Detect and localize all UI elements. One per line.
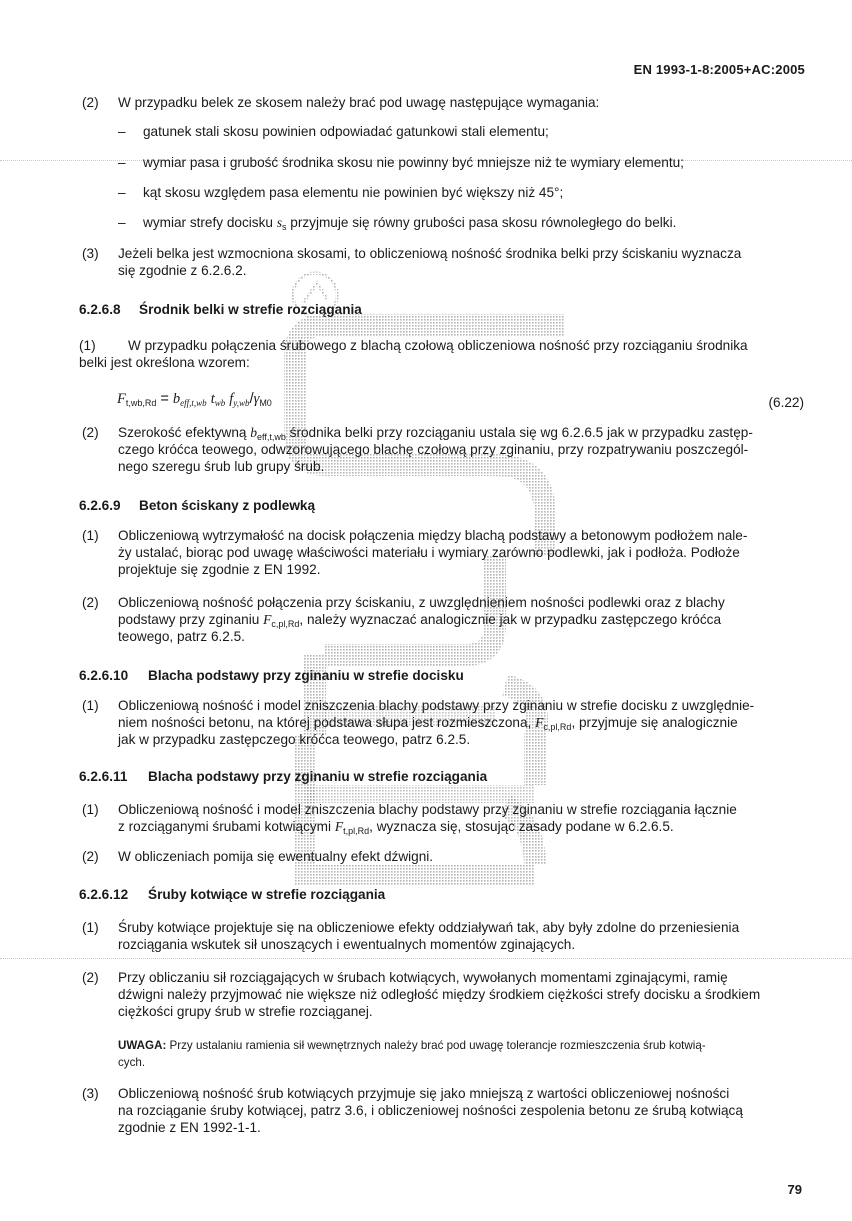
scan-artifact-line — [0, 958, 852, 959]
paragraph-line: Obliczeniową nośność i model zniszczenia blachy podstawy przy zginaniu w strefie rozciągania łącznie — [118, 802, 737, 817]
section-number: 6.2.6.12 — [79, 887, 129, 902]
section-heading — [79, 886, 385, 903]
page-number: 79 — [787, 1182, 802, 1197]
math-variable: s — [276, 215, 282, 230]
math-subscript: eff,t,wb — [180, 398, 207, 408]
paragraph-line: się zgodnie z 6.2.6.2. — [118, 263, 247, 278]
paragraph-line: czego króćca teowego, odwzorowującego blachę czołową przy zginaniu, przy rozpatrywaniu poszczegól- — [118, 442, 749, 457]
note-line: cych. — [118, 1056, 146, 1069]
math-subscript: wb — [214, 398, 226, 408]
paragraph-line: dźwigni należy przyjmować nie większe niż odległość między środkiem ciężkości strefy docisku a środkiem — [118, 987, 761, 1002]
math-variable: f — [229, 391, 234, 407]
clause-number: (3) — [82, 1086, 99, 1101]
math-subscript: t,wb,Rd — [125, 398, 157, 408]
text-fragment: z rozciąganymi śrubami kotwiącymi — [118, 819, 335, 834]
paragraph-line: Śruby kotwiące projektuje się na obliczeniowe efekty oddziaływań tak, aby były zdolne do przeniesienia — [118, 920, 740, 935]
text-fragment: wymiar strefy docisku — [143, 215, 277, 230]
math-variable: F — [263, 612, 272, 627]
paragraph-line: Przy obliczaniu sił rozciągających w śrubach kotwiących, wywołanych momentami zginającymi, ramię — [118, 970, 728, 985]
clause-number: (2) — [82, 849, 99, 864]
section-title: Beton ściskany z podlewką — [139, 498, 316, 513]
paragraph-line: zgodnie z EN 1992-1-1. — [118, 1120, 261, 1135]
section-heading — [79, 768, 487, 785]
list-dash: – — [118, 124, 126, 139]
paragraph-line: ciężkości grupy śrub w strefie rozciąganej. — [118, 1004, 373, 1019]
math-subscript: s — [282, 222, 287, 232]
note-text: Przy ustalaniu ramienia sił wewnętrznych należy brać pod uwagę tolerancje rozmieszczenia śrub kotwią- — [166, 1039, 706, 1052]
math-variable: b — [250, 425, 258, 440]
section-heading — [79, 667, 464, 684]
section-number: 6.2.6.11 — [79, 769, 128, 784]
clause-number: (3) — [82, 246, 99, 261]
clause-number: (1) — [82, 920, 99, 935]
text-fragment: przyjmuje się równy grubości pasa skosu równoległego do belki. — [286, 215, 677, 230]
paragraph-line — [118, 818, 674, 840]
section-number: 6.2.6.8 — [79, 302, 121, 317]
math-operator: = — [156, 391, 173, 407]
clause-number: (2) — [82, 970, 99, 985]
section-title: Blacha podstawy przy zginaniu w strefie docisku — [148, 668, 464, 683]
paragraph-line: W przypadku połączenia śrubowego z blachą czołową obliczeniowa nośność przy rozciąganiu środnika — [128, 338, 748, 353]
paragraph-line: Obliczeniową nośność i model zniszczenia blachy podstawy przy zginaniu w strefie docisku z uwzględnie- — [118, 698, 755, 713]
clause-number: (1) — [82, 698, 99, 713]
math-variable: t — [210, 391, 215, 407]
math-variable: F — [535, 715, 544, 730]
paragraph-line: Obliczeniową wytrzymałość na docisk połączenia między blachą podstawy a betonowym podłożem nale- — [118, 528, 748, 543]
clause-number: (1) — [82, 802, 99, 817]
list-item: wymiar pasa i grubość środnika skosu nie powinny być mniejsze niż te wymiary elementu; — [143, 155, 684, 170]
text-fragment: niem nośności betonu, na której podstawa słupa jest rozmieszczona, — [118, 715, 536, 730]
text-fragment: środnika belki przy rozciąganiu ustala się wg 6.2.6.5 jak w przypadku zastęp- — [285, 425, 753, 440]
note-line — [118, 1037, 706, 1054]
math-subscript: eff,t,wb — [257, 432, 286, 442]
math-operator: / — [249, 391, 254, 407]
math-variable: γ — [253, 391, 260, 407]
text-fragment: , przyjmuje się analogicznie — [571, 715, 738, 730]
section-heading — [79, 497, 315, 514]
paragraph-line: jak w przypadku zastępczego króćca teowego, patrz 6.2.5. — [118, 732, 471, 747]
clause-number: (1) — [79, 338, 96, 353]
list-dash: – — [118, 155, 126, 170]
paragraph-line: Jeżeli belka jest wzmocniona skosami, to obliczeniową nośność środnika belki przy ściskaniu wyznacza — [118, 246, 742, 261]
clause-number: (1) — [82, 528, 99, 543]
section-title: Blacha podstawy przy zginaniu w strefie rozciągania — [148, 769, 488, 784]
paragraph-line: ży ustalać, biorąc pod uwagę właściwości materiału i wymiary zarówno podlewki, jak i podłoża. Podłoże — [118, 545, 740, 560]
section-number: 6.2.6.9 — [79, 498, 121, 513]
section-title: Środnik belki w strefie rozciągania — [139, 302, 362, 317]
math-subscript: c,pl,Rd — [271, 619, 300, 629]
paragraph-line: nego szeregu śrub lub grupy śrub. — [118, 459, 325, 474]
paragraph-line: Obliczeniową nośność połączenia przy ściskaniu, z uwzględnieniem nośności podlewki oraz z blachy — [118, 595, 725, 610]
paragraph-line: W obliczeniach pomija się ewentualny efekt dźwigni. — [118, 849, 434, 864]
math-subscript: y,wb — [233, 398, 250, 408]
list-item — [143, 214, 676, 236]
paragraph-line: rozciągania wskutek sił unoszących i ewentualnych momentów zginających. — [118, 937, 576, 952]
clause-number: (2) — [82, 425, 99, 440]
note-label: UWAGA: — [118, 1039, 167, 1052]
standard-code-header: EN 1993-1-8:2005+AC:2005 — [633, 62, 805, 77]
list-item: gatunek stali skosu powinien odpowiadać gatunkowi stali elementu; — [143, 124, 549, 139]
text-fragment: Szerokość efektywną — [118, 425, 251, 440]
equation-number: (6.22) — [768, 395, 804, 410]
math-subscript: t,pl,Rd — [343, 826, 370, 836]
section-number: 6.2.6.10 — [79, 668, 129, 683]
clause-number: (2) — [82, 595, 99, 610]
clause-number: (2) — [82, 95, 99, 110]
paragraph-line: na rozciąganie śruby kotwiącej, patrz 3.6, i obliczeniowej nośności zespolenia betonu ze śrubą kotwiącą — [118, 1103, 743, 1118]
section-title: Śruby kotwiące w strefie rozciągania — [148, 887, 386, 902]
paragraph-line: projektuje się zgodnie z EN 1992. — [118, 562, 321, 577]
text-fragment: , wyznacza się, stosując zasady podane w 6.2.6.5. — [369, 819, 674, 834]
section-heading — [79, 301, 362, 318]
math-variable: F — [117, 391, 126, 407]
list-dash: – — [118, 185, 126, 200]
paragraph-text: W przypadku belek ze skosem należy brać pod uwagę następujące wymagania: — [118, 95, 600, 110]
math-variable: b — [172, 391, 181, 407]
math-subscript: c,pl,Rd — [543, 722, 572, 732]
paragraph-line: belki jest określona wzorem: — [79, 355, 250, 370]
paragraph-line: Obliczeniową nośność śrub kotwiących przyjmuje się jako mniejszą z wartości obliczeniowej nośności — [118, 1086, 730, 1101]
list-item: kąt skosu względem pasa elementu nie powinien być większy niż 45°; — [143, 185, 564, 200]
formula-6-22 — [117, 391, 272, 412]
paragraph-line: teowego, patrz 6.2.5. — [118, 629, 245, 644]
math-subscript: M0 — [259, 398, 272, 408]
text-fragment: podstawy przy zginaniu — [118, 612, 264, 627]
text-fragment: , należy wyznaczać analogicznie jak w przypadku zastępczego króćca — [299, 612, 722, 627]
math-variable: F — [334, 819, 344, 834]
list-dash: – — [118, 215, 126, 230]
